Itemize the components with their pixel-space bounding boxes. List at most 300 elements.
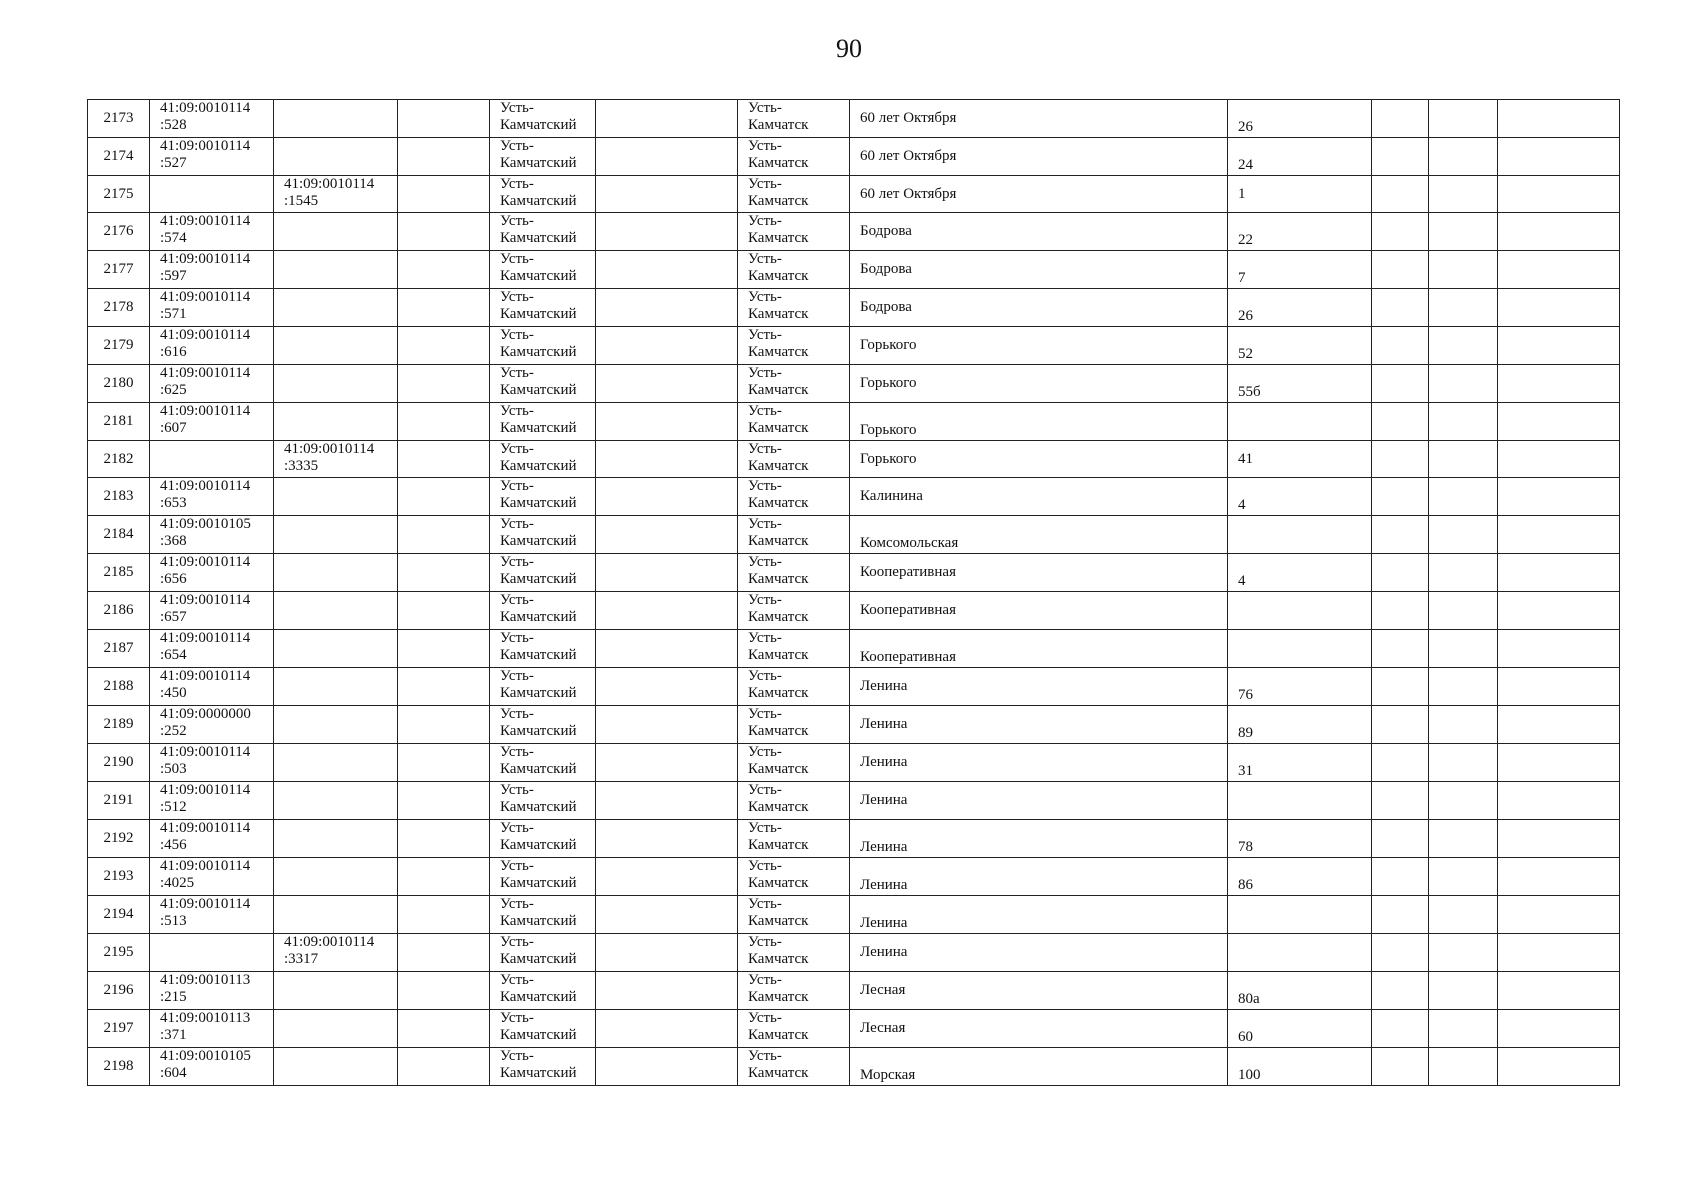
empty-cell: [596, 820, 738, 858]
empty-cell: [596, 858, 738, 896]
row-number-cell: 2189: [88, 706, 150, 744]
district-cell: Усть- Камчатский: [500, 706, 577, 739]
empty-cell: [596, 744, 738, 782]
table-row: [88, 516, 1620, 554]
empty-cell: [1372, 251, 1429, 289]
empty-cell: [1498, 1048, 1620, 1086]
row-number-cell: 2175: [88, 176, 150, 213]
empty-cell: [1372, 668, 1429, 706]
district-cell: Усть- Камчатский: [500, 592, 577, 625]
street-cell: Горького: [850, 441, 1228, 478]
row-number-cell: 2197: [88, 1010, 150, 1048]
row-number-cell: 2196: [88, 972, 150, 1010]
cadastral-object-cell: 41:09:0010114 :3335: [284, 441, 375, 474]
cadastral-land-cell: 41:09:0010114 :616: [160, 327, 251, 360]
empty-cell: [1429, 441, 1498, 478]
empty-cell: [596, 327, 738, 365]
empty-cell: [1429, 100, 1498, 138]
district-cell: Усть- Камчатский: [500, 896, 577, 929]
district-cell: Усть- Камчатский: [500, 478, 577, 511]
empty-cell: [398, 327, 490, 365]
empty-cell: [1429, 744, 1498, 782]
empty-cell: [596, 441, 738, 478]
empty-cell: [1498, 706, 1620, 744]
empty-cell: [1429, 554, 1498, 592]
cadastral-land-cell: 41:09:0010114 :527: [160, 138, 251, 171]
district-cell: Усть- Камчатский: [500, 1048, 577, 1081]
city-cell: Усть- Камчатск: [748, 896, 809, 929]
street-cell: 60 лет Октября: [850, 138, 1228, 176]
empty-cell: [1498, 478, 1620, 516]
row-number-cell: 2178: [88, 289, 150, 327]
empty-cell: [1429, 176, 1498, 213]
empty-cell: [596, 478, 738, 516]
row-number-cell: 2187: [88, 630, 150, 668]
house-number-cell: 31: [1228, 744, 1372, 782]
district-cell: Усть- Камчатский: [500, 251, 577, 284]
empty-cell: [1429, 630, 1498, 668]
empty-cell: [1372, 934, 1429, 972]
empty-cell: [1372, 896, 1429, 934]
empty-cell: [596, 403, 738, 441]
house-number-cell: 7: [1228, 251, 1372, 289]
table-row: [88, 138, 1620, 176]
city-cell: Усть- Камчатск: [748, 441, 809, 474]
empty-cell: [1498, 365, 1620, 403]
street-cell: Морская: [850, 1048, 1228, 1086]
district-cell: Усть- Камчатский: [500, 213, 577, 246]
row-number-cell: 2191: [88, 782, 150, 820]
cadastral-land-cell: 41:09:0010114 :657: [160, 592, 251, 625]
house-number-cell: 26: [1228, 100, 1372, 138]
city-cell: Усть- Камчатск: [748, 972, 809, 1005]
empty-cell: [1498, 289, 1620, 327]
city-cell: Усть- Камчатск: [748, 706, 809, 739]
empty-cell: [596, 706, 738, 744]
empty-cell: [398, 138, 490, 176]
city-cell: Усть- Камчатск: [748, 820, 809, 853]
empty-cell: [1498, 934, 1620, 972]
cadastral-land-cell: 41:09:0010114 :456: [160, 820, 251, 853]
empty-cell: [596, 1010, 738, 1048]
empty-cell: [1372, 706, 1429, 744]
table-row: [88, 478, 1620, 516]
district-cell: Усть- Камчатский: [500, 668, 577, 701]
empty-cell: [1429, 251, 1498, 289]
house-number-cell: 4: [1228, 478, 1372, 516]
street-cell: Горького: [850, 403, 1228, 441]
row-number-cell: 2198: [88, 1048, 150, 1086]
city-cell: Усть- Камчатск: [748, 478, 809, 511]
street-cell: Кооперативная: [850, 630, 1228, 668]
empty-cell: [398, 100, 490, 138]
cadastral-object-cell: 41:09:0010114 :1545: [284, 176, 375, 209]
table-row: [88, 1010, 1620, 1048]
empty-cell: [1372, 972, 1429, 1010]
district-cell: Усть- Камчатский: [500, 782, 577, 815]
empty-cell: [398, 934, 490, 972]
table-row: [88, 403, 1620, 441]
district-cell: Усть- Камчатский: [500, 403, 577, 436]
empty-cell: [596, 289, 738, 327]
empty-cell: [398, 176, 490, 213]
table-row: [88, 934, 1620, 972]
city-cell: Усть- Камчатск: [748, 213, 809, 246]
empty-cell: [398, 403, 490, 441]
district-cell: Усть- Камчатский: [500, 744, 577, 777]
row-number-cell: 2193: [88, 858, 150, 896]
empty-cell: [398, 516, 490, 554]
table-row: [88, 213, 1620, 251]
street-cell: Ленина: [850, 934, 1228, 972]
cadastral-land-cell: 41:09:0010114 :571: [160, 289, 251, 322]
district-cell: Усть- Камчатский: [500, 100, 577, 133]
table-row: [88, 630, 1620, 668]
city-cell: Усть- Камчатск: [748, 592, 809, 625]
empty-cell: [596, 213, 738, 251]
empty-cell: [596, 934, 738, 972]
row-number-cell: 2195: [88, 934, 150, 972]
empty-cell: [1429, 592, 1498, 630]
street-cell: Лесная: [850, 972, 1228, 1010]
empty-cell: [1429, 706, 1498, 744]
table-row: [88, 365, 1620, 403]
empty-cell: [398, 706, 490, 744]
cadastral-land-cell: 41:09:0010114 :656: [160, 554, 251, 587]
cadastral-land-cell: 41:09:0010114 :513: [160, 896, 251, 929]
house-number-cell: [1228, 630, 1372, 668]
empty-cell: [1429, 365, 1498, 403]
empty-cell: [1372, 554, 1429, 592]
table-row: [88, 176, 1620, 213]
empty-cell: [398, 592, 490, 630]
cadastral-land-cell: 41:09:0010114 :512: [160, 782, 251, 815]
street-cell: Кооперативная: [850, 554, 1228, 592]
empty-cell: [1429, 820, 1498, 858]
table-row: [88, 289, 1620, 327]
cadastral-land-cell: 41:09:0000000 :252: [160, 706, 251, 739]
page-number: 90: [836, 34, 862, 63]
district-cell: Усть- Камчатский: [500, 554, 577, 587]
empty-cell: [596, 972, 738, 1010]
house-number-cell: [1228, 896, 1372, 934]
row-number-cell: 2188: [88, 668, 150, 706]
table-row: [88, 744, 1620, 782]
empty-cell: [1429, 668, 1498, 706]
district-cell: Усть- Камчатский: [500, 858, 577, 891]
empty-cell: [1429, 858, 1498, 896]
empty-cell: [1372, 744, 1429, 782]
district-cell: Усть- Камчатский: [500, 1010, 577, 1043]
table-row: [88, 1048, 1620, 1086]
empty-cell: [1429, 478, 1498, 516]
empty-cell: [1372, 289, 1429, 327]
city-cell: Усть- Камчатск: [748, 1048, 809, 1081]
row-number-cell: 2181: [88, 403, 150, 441]
empty-cell: [1372, 820, 1429, 858]
table-row: [88, 706, 1620, 744]
house-number-cell: 89: [1228, 706, 1372, 744]
empty-cell: [596, 554, 738, 592]
empty-cell: [1372, 1010, 1429, 1048]
house-number-cell: 86: [1228, 858, 1372, 896]
district-cell: Усть- Камчатский: [500, 138, 577, 171]
empty-cell: [596, 365, 738, 403]
house-number-cell: 24: [1228, 138, 1372, 176]
house-number-cell: [1228, 782, 1372, 820]
empty-cell: [596, 668, 738, 706]
empty-cell: [1372, 176, 1429, 213]
empty-cell: [398, 630, 490, 668]
city-cell: Усть- Камчатск: [748, 365, 809, 398]
district-cell: Усть- Камчатский: [500, 289, 577, 322]
city-cell: Усть- Камчатск: [748, 138, 809, 171]
city-cell: Усть- Камчатск: [748, 403, 809, 436]
table-row: [88, 668, 1620, 706]
cadastral-land-cell: 41:09:0010105 :368: [160, 516, 251, 549]
empty-cell: [1429, 896, 1498, 934]
house-number-cell: 26: [1228, 289, 1372, 327]
empty-cell: [398, 213, 490, 251]
street-cell: 60 лет Октября: [850, 176, 1228, 213]
house-number-cell: [1228, 934, 1372, 972]
district-cell: Усть- Камчатский: [500, 972, 577, 1005]
city-cell: Усть- Камчатск: [748, 176, 809, 209]
house-number-cell: [1228, 403, 1372, 441]
empty-cell: [596, 896, 738, 934]
street-cell: 60 лет Октября: [850, 100, 1228, 138]
street-cell: Ленина: [850, 858, 1228, 896]
city-cell: Усть- Камчатск: [748, 100, 809, 133]
empty-cell: [398, 820, 490, 858]
empty-cell: [596, 1048, 738, 1086]
empty-cell: [596, 782, 738, 820]
empty-cell: [1372, 441, 1429, 478]
city-cell: Усть- Камчатск: [748, 327, 809, 360]
row-number-cell: 2190: [88, 744, 150, 782]
cadastral-land-cell: 41:09:0010113 :215: [160, 972, 251, 1005]
empty-cell: [1498, 138, 1620, 176]
empty-cell: [1372, 478, 1429, 516]
empty-cell: [1429, 1048, 1498, 1086]
street-cell: Кооперативная: [850, 592, 1228, 630]
city-cell: Усть- Камчатск: [748, 858, 809, 891]
empty-cell: [1429, 972, 1498, 1010]
cadastral-land-cell: 41:09:0010114 :574: [160, 213, 251, 246]
empty-cell: [1372, 327, 1429, 365]
empty-cell: [1498, 972, 1620, 1010]
empty-cell: [1498, 251, 1620, 289]
registry-body: [88, 100, 1620, 1086]
empty-cell: [596, 516, 738, 554]
row-number-cell: 2174: [88, 138, 150, 176]
empty-cell: [596, 630, 738, 668]
empty-cell: [1498, 403, 1620, 441]
street-cell: Бодрова: [850, 213, 1228, 251]
street-cell: Ленина: [850, 896, 1228, 934]
empty-cell: [398, 972, 490, 1010]
empty-cell: [1498, 213, 1620, 251]
house-number-cell: 60: [1228, 1010, 1372, 1048]
table-row: [88, 820, 1620, 858]
empty-cell: [398, 668, 490, 706]
empty-cell: [596, 100, 738, 138]
empty-cell: [1498, 516, 1620, 554]
street-cell: Бодрова: [850, 289, 1228, 327]
cadastral-land-cell: 41:09:0010114 :503: [160, 744, 251, 777]
street-cell: Лесная: [850, 1010, 1228, 1048]
street-cell: Ленина: [850, 706, 1228, 744]
empty-cell: [1372, 630, 1429, 668]
city-cell: Усть- Камчатск: [748, 668, 809, 701]
house-number-cell: [1228, 592, 1372, 630]
district-cell: Усть- Камчатский: [500, 820, 577, 853]
street-cell: Калинина: [850, 478, 1228, 516]
empty-cell: [398, 441, 490, 478]
empty-cell: [1372, 213, 1429, 251]
cadastral-land-cell: 41:09:0010114 :450: [160, 668, 251, 701]
table-row: [88, 251, 1620, 289]
empty-cell: [1429, 138, 1498, 176]
empty-cell: [1498, 554, 1620, 592]
house-number-cell: 22: [1228, 213, 1372, 251]
cadastral-land-cell: 41:09:0010114 :654: [160, 630, 251, 663]
row-number-cell: 2186: [88, 592, 150, 630]
house-number-cell: 1: [1228, 176, 1372, 213]
address-registry-table: [87, 99, 1620, 1086]
empty-cell: [398, 858, 490, 896]
city-cell: Усть- Камчатск: [748, 554, 809, 587]
empty-cell: [1498, 100, 1620, 138]
row-number-cell: 2176: [88, 213, 150, 251]
empty-cell: [1498, 858, 1620, 896]
empty-cell: [1498, 176, 1620, 213]
house-number-cell: 4: [1228, 554, 1372, 592]
row-number-cell: 2180: [88, 365, 150, 403]
street-cell: Ленина: [850, 668, 1228, 706]
table-row: [88, 441, 1620, 478]
district-cell: Усть- Камчатский: [500, 327, 577, 360]
empty-cell: [596, 138, 738, 176]
district-cell: Усть- Камчатский: [500, 934, 577, 967]
table-row: [88, 782, 1620, 820]
empty-cell: [398, 289, 490, 327]
house-number-cell: 52: [1228, 327, 1372, 365]
cadastral-object-cell: 41:09:0010114 :3317: [284, 934, 375, 967]
empty-cell: [398, 1048, 490, 1086]
row-number-cell: 2183: [88, 478, 150, 516]
row-number-cell: 2192: [88, 820, 150, 858]
empty-cell: [398, 554, 490, 592]
empty-cell: [1429, 213, 1498, 251]
row-number-cell: 2182: [88, 441, 150, 478]
empty-cell: [1429, 289, 1498, 327]
cadastral-land-cell: 41:09:0010114 :4025: [160, 858, 251, 891]
city-cell: Усть- Камчатск: [748, 630, 809, 663]
empty-cell: [1372, 365, 1429, 403]
house-number-cell: 80а: [1228, 972, 1372, 1010]
cadastral-land-cell: 41:09:0010114 :607: [160, 403, 251, 436]
house-number-cell: 76: [1228, 668, 1372, 706]
table-row: [88, 592, 1620, 630]
empty-cell: [1498, 441, 1620, 478]
empty-cell: [1498, 668, 1620, 706]
district-cell: Усть- Камчатский: [500, 365, 577, 398]
street-cell: Горького: [850, 365, 1228, 403]
empty-cell: [398, 251, 490, 289]
cadastral-land-cell: 41:09:0010105 :604: [160, 1048, 251, 1081]
district-cell: Усть- Камчатский: [500, 516, 577, 549]
table-row: [88, 554, 1620, 592]
empty-cell: [1372, 403, 1429, 441]
empty-cell: [1372, 516, 1429, 554]
empty-cell: [398, 365, 490, 403]
street-cell: Горького: [850, 327, 1228, 365]
empty-cell: [1429, 403, 1498, 441]
empty-cell: [398, 1010, 490, 1048]
empty-cell: [1498, 592, 1620, 630]
city-cell: Усть- Камчатск: [748, 289, 809, 322]
empty-cell: [1498, 630, 1620, 668]
table-row: [88, 327, 1620, 365]
house-number-cell: 41: [1228, 441, 1372, 478]
empty-cell: [398, 478, 490, 516]
empty-cell: [1498, 1010, 1620, 1048]
empty-cell: [1429, 516, 1498, 554]
row-number-cell: 2194: [88, 896, 150, 934]
empty-cell: [398, 896, 490, 934]
city-cell: Усть- Камчатск: [748, 934, 809, 967]
district-cell: Усть- Камчатский: [500, 176, 577, 209]
city-cell: Усть- Камчатск: [748, 516, 809, 549]
empty-cell: [596, 592, 738, 630]
empty-cell: [1498, 820, 1620, 858]
district-cell: Усть- Камчатский: [500, 630, 577, 663]
empty-cell: [1372, 592, 1429, 630]
row-number-cell: 2184: [88, 516, 150, 554]
empty-cell: [1498, 327, 1620, 365]
house-number-cell: 100: [1228, 1048, 1372, 1086]
row-number-cell: 2177: [88, 251, 150, 289]
row-number-cell: 2173: [88, 100, 150, 138]
table-row: [88, 972, 1620, 1010]
cadastral-land-cell: 41:09:0010114 :597: [160, 251, 251, 284]
empty-cell: [1498, 782, 1620, 820]
street-cell: Ленина: [850, 744, 1228, 782]
street-cell: Ленина: [850, 782, 1228, 820]
empty-cell: [1429, 327, 1498, 365]
empty-cell: [1372, 100, 1429, 138]
street-cell: Бодрова: [850, 251, 1228, 289]
house-number-cell: [1228, 516, 1372, 554]
street-cell: Комсомольская: [850, 516, 1228, 554]
empty-cell: [1429, 782, 1498, 820]
cadastral-land-cell: 41:09:0010114 :653: [160, 478, 251, 511]
row-number-cell: 2185: [88, 554, 150, 592]
empty-cell: [1372, 858, 1429, 896]
empty-cell: [1498, 896, 1620, 934]
table-row: [88, 896, 1620, 934]
empty-cell: [596, 251, 738, 289]
city-cell: Усть- Камчатск: [748, 782, 809, 815]
city-cell: Усть- Камчатск: [748, 1010, 809, 1043]
street-cell: Ленина: [850, 820, 1228, 858]
city-cell: Усть- Камчатск: [748, 251, 809, 284]
empty-cell: [398, 782, 490, 820]
empty-cell: [1372, 782, 1429, 820]
cadastral-land-cell: 41:09:0010114 :528: [160, 100, 251, 133]
cadastral-land-cell: 41:09:0010113 :371: [160, 1010, 251, 1043]
